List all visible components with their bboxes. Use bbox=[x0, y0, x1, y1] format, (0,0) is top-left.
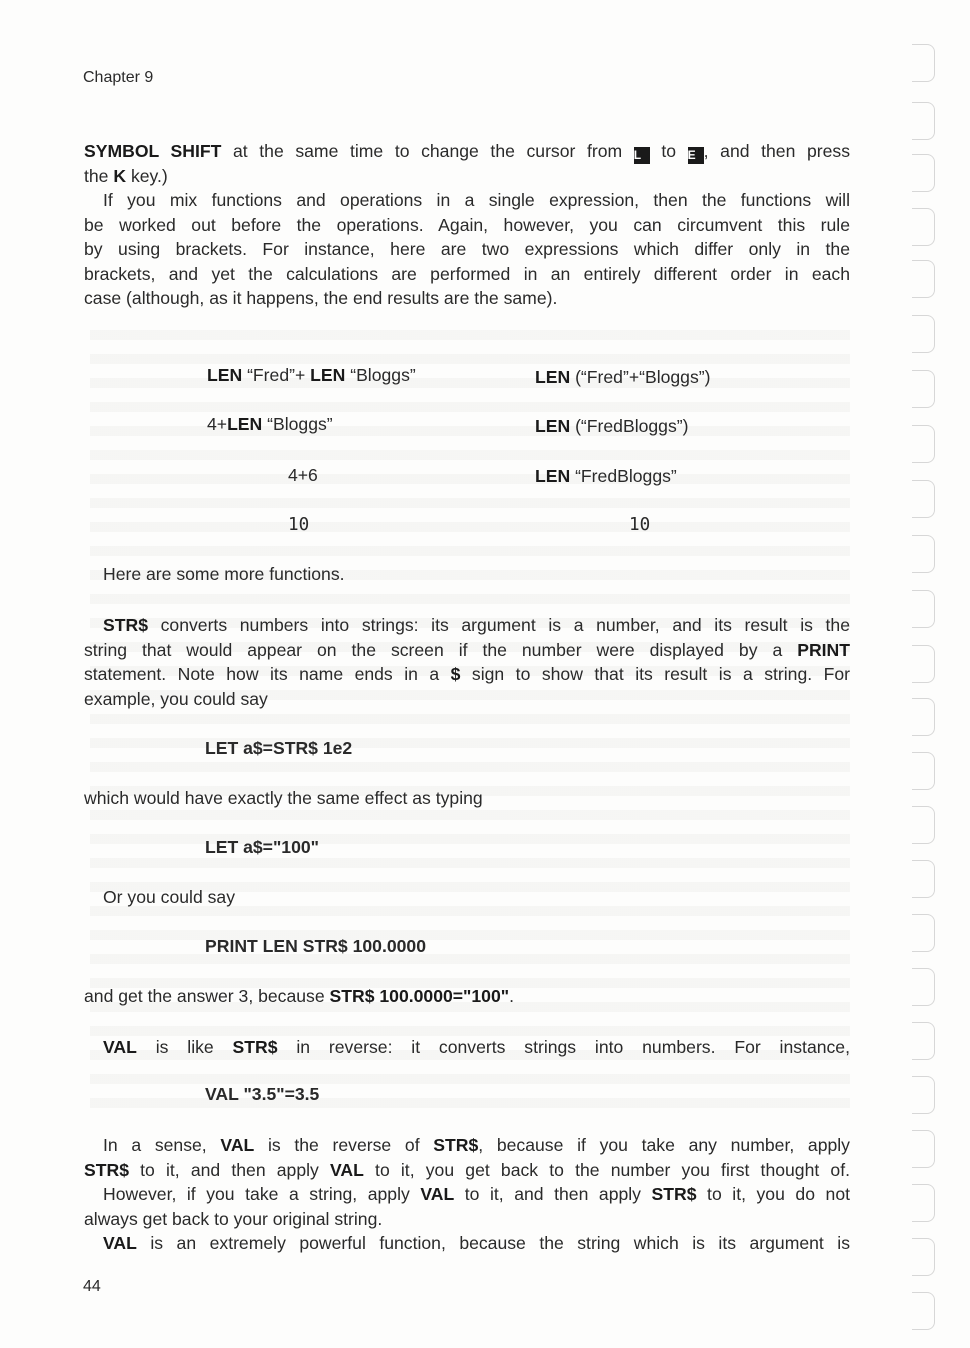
paragraph-functions-operations bbox=[84, 188, 850, 311]
code-val: VAL "3.5"=3.5 bbox=[205, 1084, 320, 1104]
example-left-row-2: 4+LEN “Bloggs” bbox=[207, 414, 333, 434]
text-line: be worked out before the operations. Again, however, you can circumvent this rule bbox=[84, 214, 850, 235]
ring-hole-icon bbox=[912, 154, 935, 192]
example-right-row-2: LEN (“FredBloggs”) bbox=[535, 416, 689, 436]
text-line: If you mix functions and operations in a single expression, then the functions will bbox=[103, 190, 850, 210]
ring-hole-icon bbox=[912, 1022, 935, 1060]
chapter-header: Chapter 9 bbox=[83, 69, 154, 86]
ring-hole-icon bbox=[912, 102, 935, 140]
example-left-row-1: LEN “Fred”+ LEN “Bloggs” bbox=[207, 365, 416, 385]
ring-hole-icon bbox=[912, 1076, 935, 1114]
paragraph-val-reverse: In a sense, VAL is the reverse of STR$, because if you take any number, apply STR$ to it, and then apply VAL to it, you get back to the number you first thought of. However, if you take a string, apply VAL to it, and then apply STR$ to it, you do not always get back to your original string. VAL is an extremely powerful function, because the string which is its argument is bbox=[84, 1135, 850, 1254]
paragraph-str: STR$ converts numbers into strings: its argument is a number, and its result is the string that would appear on the screen if the number were displayed by a PRINT statement. Note how its name ends in a $ sign to show that its result is a string. For example, you could say bbox=[84, 615, 851, 709]
keyword: SYMBOL SHIFT bbox=[84, 141, 222, 161]
example-right-row-1: LEN (“Fred”+“Bloggs”) bbox=[535, 367, 711, 387]
code-let-100: LET a$="100" bbox=[205, 837, 319, 857]
ring-hole-icon bbox=[912, 425, 935, 463]
text-line: case (although, as it happens, the end results are the same). bbox=[84, 288, 558, 309]
code-let-str: LET a$=STR$ 1e2 bbox=[205, 738, 353, 758]
example-left-row-3: 4+6 bbox=[288, 465, 318, 485]
ring-hole-icon bbox=[912, 260, 935, 298]
paragraph-symbol-shift: SYMBOL SHIFT at the same time to change the cursor from L to E , and then press the K key.) bbox=[84, 141, 851, 186]
ring-hole-icon bbox=[912, 806, 935, 844]
ring-hole-icon bbox=[912, 860, 935, 898]
ring-hole-icon bbox=[912, 315, 935, 353]
ring-hole-icon bbox=[912, 1184, 935, 1222]
ring-hole-icon bbox=[912, 590, 935, 628]
binding-rings bbox=[900, 30, 960, 1340]
ring-hole-icon bbox=[912, 914, 935, 952]
example-right-row-3: LEN “FredBloggs” bbox=[535, 466, 677, 486]
ring-hole-icon bbox=[912, 645, 935, 683]
or-say-line: Or you could say bbox=[103, 887, 236, 907]
ring-hole-icon bbox=[912, 1292, 935, 1330]
answer-line: and get the answer 3, because STR$ 100.0000="100". bbox=[84, 986, 514, 1006]
ring-hole-icon bbox=[912, 968, 935, 1006]
more-functions-line: Here are some more functions. bbox=[103, 564, 345, 584]
example-right-result: 10 bbox=[629, 515, 651, 535]
ring-hole-icon bbox=[912, 698, 935, 736]
ring-hole-icon bbox=[912, 44, 935, 82]
code-print-len: PRINT LEN STR$ 100.0000 bbox=[205, 936, 426, 956]
ring-hole-icon bbox=[912, 1130, 935, 1168]
ring-hole-icon bbox=[912, 480, 935, 518]
ring-hole-icon bbox=[912, 1238, 935, 1276]
example-left-result: 10 bbox=[288, 515, 310, 535]
text-line: by using brackets. For instance, here are two expressions which differ only in the bbox=[84, 239, 850, 260]
ring-hole-icon bbox=[912, 208, 935, 246]
paragraph-val: VAL is like STR$ in reverse: it converts strings into numbers. For instance, bbox=[103, 1037, 850, 1057]
cursor-e-icon: E bbox=[688, 147, 704, 164]
ring-hole-icon bbox=[912, 535, 935, 573]
page-number: 44 bbox=[83, 1278, 101, 1295]
typing-line: which would have exactly the same effect as typing bbox=[84, 788, 483, 808]
text-line: brackets, and yet the calculations are performed in an entirely different order in each bbox=[84, 263, 850, 284]
cursor-l-icon: L bbox=[634, 147, 650, 164]
ring-hole-icon bbox=[912, 370, 935, 408]
ring-hole-icon bbox=[912, 752, 935, 790]
